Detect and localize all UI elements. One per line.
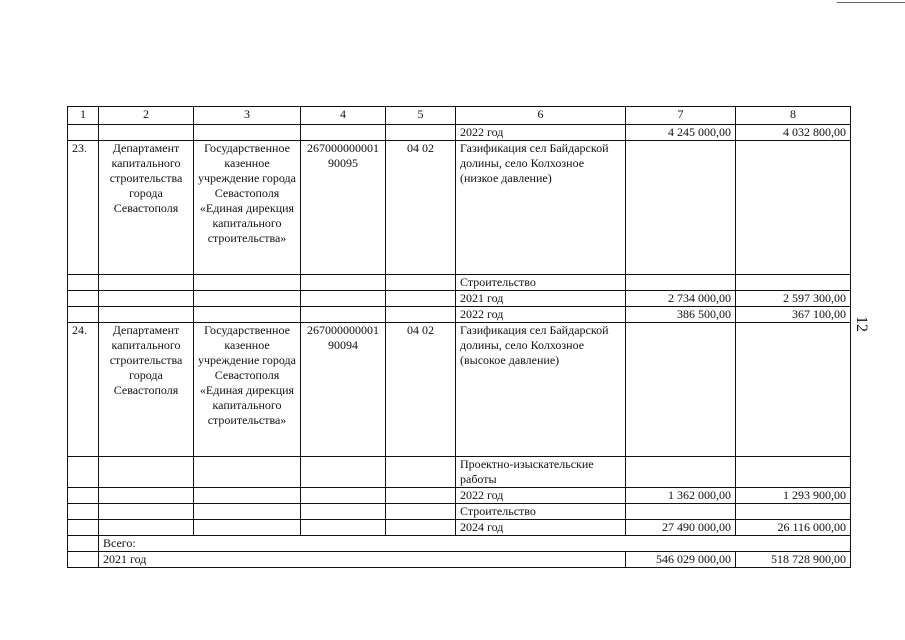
col-header-4: 4 <box>301 107 386 125</box>
total-amount-col7: 546 029 000,00 <box>626 552 736 568</box>
department-cell: Департамент капитального строительства города Севастополя <box>99 141 194 275</box>
total-label: Всего: <box>99 536 851 552</box>
table-row <box>68 141 851 275</box>
table-row <box>68 488 851 504</box>
table-row <box>68 291 851 307</box>
work-type-cell: Строительство <box>456 275 626 291</box>
object-name-cell: Газификация сел Байдарской долины, село Колхозное (высокое давление) <box>456 323 626 457</box>
column-number-row <box>68 107 851 125</box>
col-header-5: 5 <box>386 107 456 125</box>
year-cell: 2022 год <box>456 125 626 141</box>
amount-col7: 27 490 000,00 <box>626 520 736 536</box>
amount-col8: 367 100,00 <box>736 307 851 323</box>
col-header-6: 6 <box>456 107 626 125</box>
budget-table <box>67 106 851 568</box>
amount-col7: 2 734 000,00 <box>626 291 736 307</box>
code-cell: 26700000000190095 <box>301 141 386 275</box>
year-cell: 2021 год <box>456 291 626 307</box>
work-type-cell: Проектно-изыскательские работы <box>456 457 626 488</box>
section-cell: 04 02 <box>386 141 456 275</box>
col-header-8: 8 <box>736 107 851 125</box>
amount-col8: 26 116 000,00 <box>736 520 851 536</box>
table-row <box>68 323 851 457</box>
institution-cell: Государственное казенное учреждение города Севастополя «Единая дирекция капитального строительства» <box>194 141 301 275</box>
amount-col8: 4 032 800,00 <box>736 125 851 141</box>
amount-col8: 1 293 900,00 <box>736 488 851 504</box>
work-type-cell: Строительство <box>456 504 626 520</box>
entry-number: 24. <box>68 323 99 457</box>
code-cell: 26700000000190094 <box>301 323 386 457</box>
col-header-2: 2 <box>99 107 194 125</box>
table-row <box>68 520 851 536</box>
col-header-1: 1 <box>68 107 99 125</box>
table-row <box>68 307 851 323</box>
section-cell: 04 02 <box>386 323 456 457</box>
page-number: 12 <box>853 316 870 332</box>
total-amount-col8: 518 728 900,00 <box>736 552 851 568</box>
year-cell: 2022 год <box>456 307 626 323</box>
year-cell: 2022 год <box>456 488 626 504</box>
total-label-row <box>68 536 851 552</box>
entry-number: 23. <box>68 141 99 275</box>
object-name-cell: Газификация сел Байдарской долины, село Колхозное (низкое давление) <box>456 141 626 275</box>
institution-cell: Государственное казенное учреждение города Севастополя «Единая дирекция капитального строительства» <box>194 323 301 457</box>
amount-col7: 1 362 000,00 <box>626 488 736 504</box>
table-row <box>68 125 851 141</box>
total-year-cell: 2021 год <box>99 552 626 568</box>
amount-col7: 4 245 000,00 <box>626 125 736 141</box>
col-header-3: 3 <box>194 107 301 125</box>
amount-col8: 2 597 300,00 <box>736 291 851 307</box>
table-row <box>68 504 851 520</box>
top-edge-line <box>837 2 905 3</box>
table-row <box>68 275 851 291</box>
col-header-7: 7 <box>626 107 736 125</box>
department-cell: Департамент капитального строительства города Севастополя <box>99 323 194 457</box>
table-row <box>68 457 851 488</box>
year-cell: 2024 год <box>456 520 626 536</box>
amount-col7: 386 500,00 <box>626 307 736 323</box>
total-row <box>68 552 851 568</box>
